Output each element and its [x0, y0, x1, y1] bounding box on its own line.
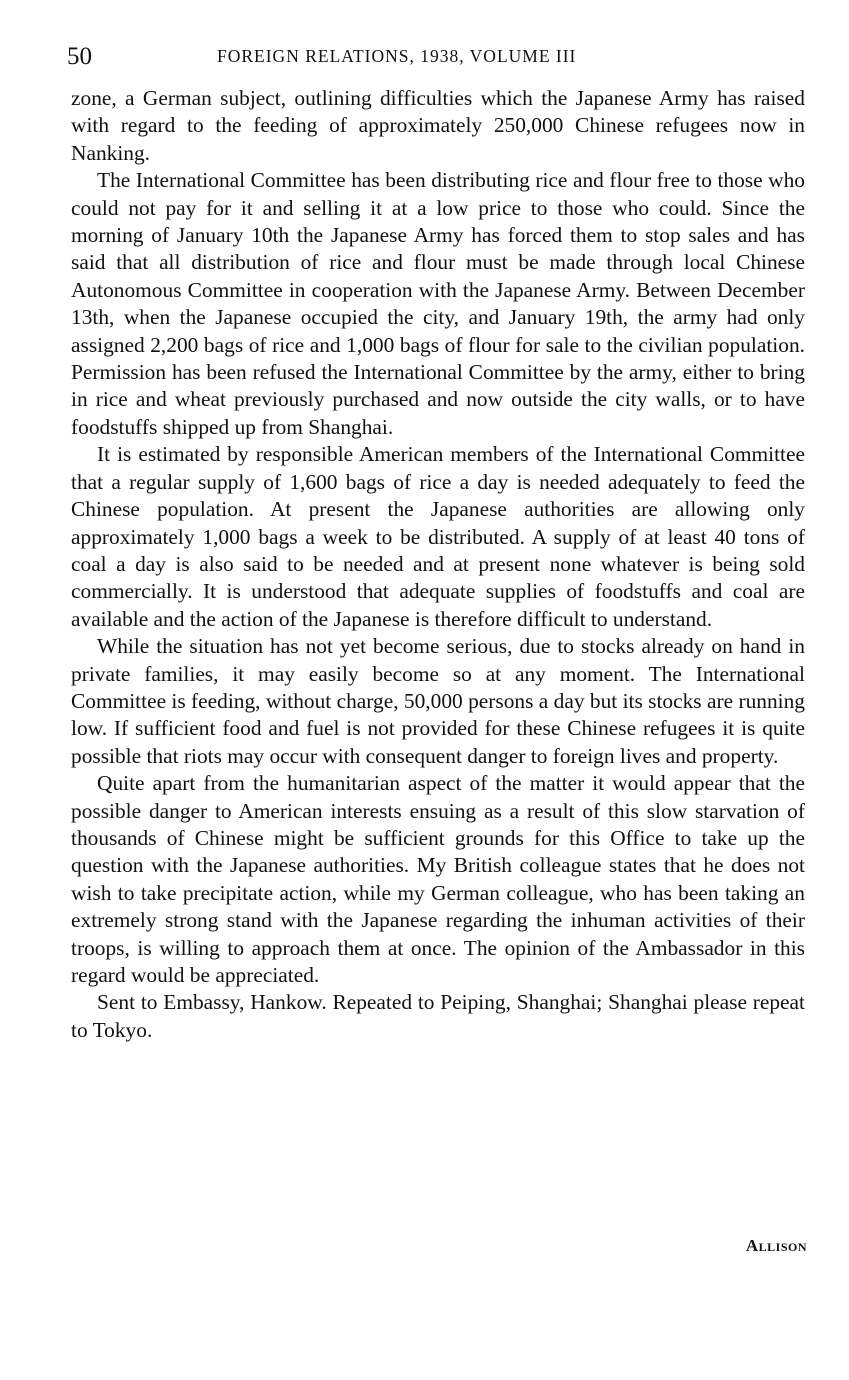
page-number: 50 [67, 43, 92, 70]
paragraph-situation: While the situation has not yet become serious, due to stocks already on hand in private families, it may easily become so at any moment. The International Committee is feeding, without charge, 50,000 persons a day but its stocks are running low. If sufficient food and fuel is not provided for these Chinese refugees it is quite possible that riots may occur with consequent danger to foreign lives and property. [71, 634, 805, 768]
body-text [71, 85, 805, 1044]
paragraph-food-distribution: The International Committee has been distributing rice and flour free to those who could not pay for it and selling it at a low price to those who could. Since the morning of January 10th the Japanese Army has forced them to stop sales and has said that all distribution of rice and flour must be made through local Chinese Autonomous Committee in cooperation with the Japanese Army. Between December 13th, when the Japanese occupied the city, and January 19th, the army had only assigned 2,200 bags of rice and 1,000 bags of flour for sale to the civilian population. Permission has been refused the International Committee by the army, either to bring in rice and wheat previously purchased and now outside the city walls, or to have foodstuffs shipped up from Shanghai. [71, 168, 805, 439]
paragraph-continued: zone, a German subject, outlining difficulties which the Japanese Army has raised with regard to the feeding of approximately 250,000 Chinese refugees now in Nanking. [71, 86, 805, 165]
paragraph-supply-estimate: It is estimated by responsible American members of the International Committee that a regular supply of 1,600 bags of rice a day is needed adequately to feed the Chinese population. At present the Japanese authorities are allowing only approximately 1,000 bags a week to be distributed. A supply of at least 40 tons of coal a day is also said to be needed and at present none whatever is being sold commercially. It is understood that adequate supplies of foodstuffs and coal are available and the action of the Japanese is therefore difficult to understand. [71, 442, 805, 631]
page-header [67, 40, 807, 76]
running-head: FOREIGN RELATIONS, 1938, VOLUME III [217, 46, 577, 66]
signature: Allison [745, 1236, 807, 1255]
paragraph-sent-to: Sent to Embassy, Hankow. Repeated to Peiping, Shanghai; Shanghai please repeat to Tokyo. [71, 990, 805, 1042]
paragraph-humanitarian: Quite apart from the humanitarian aspect of the matter it would appear that the possible danger to American interests ensuing as a result of this slow starvation of thousands of Chinese might be sufficient grounds for this Office to take up the question with the Japanese authorities. My British colleague states that he does not wish to take precipitate action, while my German colleague, who has been taking an extremely strong stand with the Japanese regarding the inhuman activities of their troops, is willing to approach them at once. The opinion of the Ambassador in this regard would be appreciated. [71, 771, 805, 987]
